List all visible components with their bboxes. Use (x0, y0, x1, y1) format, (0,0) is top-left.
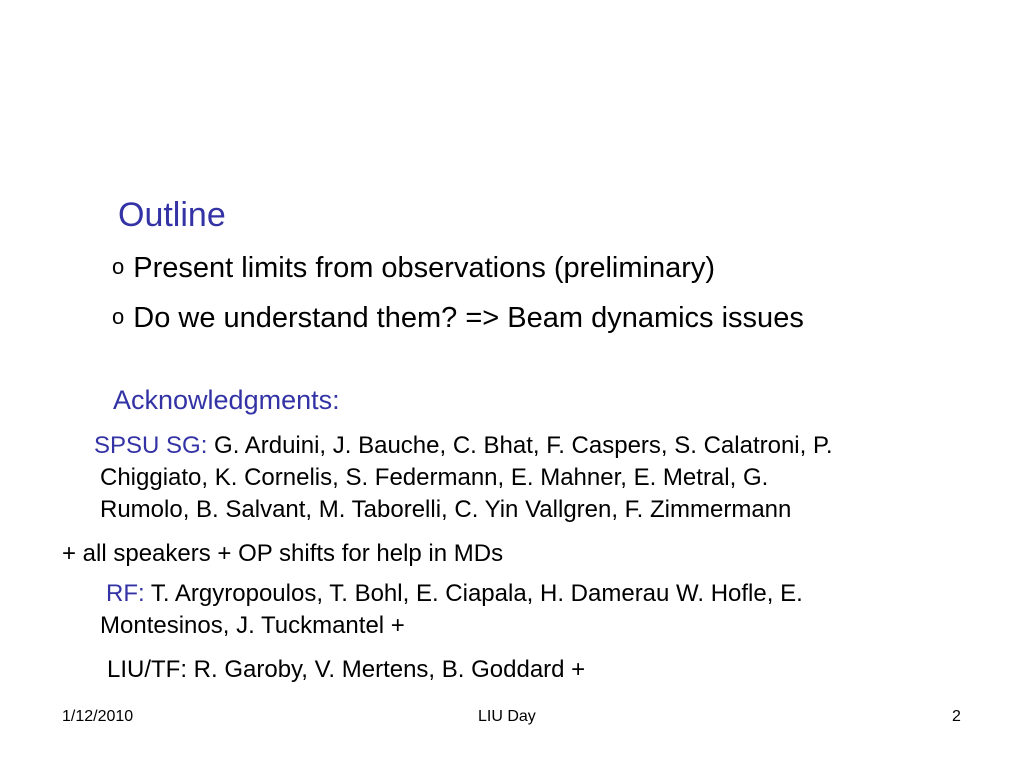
acknowledgments-title: Acknowledgments: (113, 385, 340, 415)
spsu-names-line-2: Chiggiato, K. Cornelis, S. Federmann, E. Mahner, E. Metral, G. (100, 464, 769, 491)
speakers-acknowledgment: + all speakers + OP shifts for help in MDs (62, 540, 504, 567)
rf-names-line-1: T. Argyropoulos, T. Bohl, E. Ciapala, H. Damerau W. Hofle, E. (144, 580, 803, 607)
liu-acknowledgment: LIU/TF: R. Garoby, V. Mertens, B. Goddard + (107, 656, 586, 683)
spsu-names-line-1: G. Arduini, J. Bauche, C. Bhat, F. Caspers, S. Calatroni, P. (207, 432, 833, 459)
outline-bullet-1 (112, 252, 715, 285)
rf-label: RF: (106, 580, 145, 607)
bullet-text: Present limits from observations (preliminary) (133, 252, 716, 284)
outline-title: Outline (118, 196, 226, 234)
outline-bullet-2 (112, 302, 804, 335)
footer-title: LIU Day (478, 708, 536, 725)
bullet-text: Do we understand them? => Beam dynamics issues (133, 302, 804, 334)
circle-bullet-icon: o (112, 254, 125, 279)
page-number: 2 (952, 708, 961, 725)
rf-names-line-2: Montesinos, J. Tuckmantel + (100, 612, 405, 639)
circle-bullet-icon: o (112, 304, 125, 329)
spsu-label: SPSU SG: (94, 432, 208, 459)
spsu-acknowledgment (94, 430, 980, 526)
spsu-names-line-3: Rumolo, B. Salvant, M. Taborelli, C. Yin Vallgren, F. Zimmermann (100, 496, 792, 523)
rf-acknowledgment (100, 578, 960, 642)
footer-date: 1/12/2010 (62, 708, 134, 725)
